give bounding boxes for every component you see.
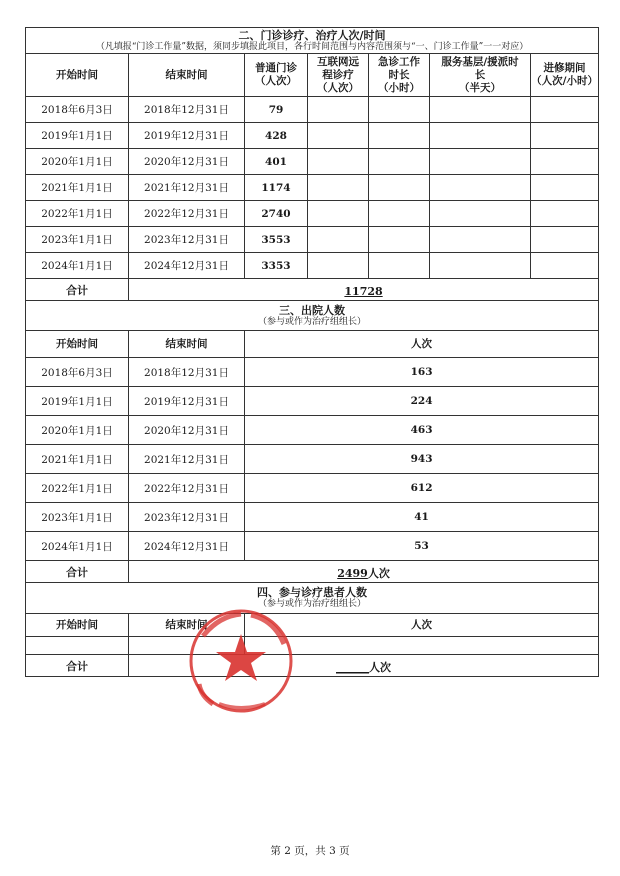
- discharge-count: 53: [245, 532, 599, 561]
- discharge-end: 2023年12月31日: [129, 503, 245, 532]
- empty-cell: [308, 175, 369, 201]
- empty-cell: [369, 201, 430, 227]
- patients-header-start: 开始时间: [26, 614, 129, 637]
- empty-cell: [369, 175, 430, 201]
- empty-cell: [430, 227, 531, 253]
- header-remote-line2: 程诊疗: [322, 68, 354, 81]
- table-row: [26, 175, 599, 201]
- empty-cell: [369, 253, 430, 279]
- outpatient-start: 2018年6月3日: [26, 97, 129, 123]
- table-row: [26, 253, 599, 279]
- header-emergency-line1: 急诊工作: [378, 55, 420, 68]
- discharge-total-suffix: 人次: [367, 567, 390, 580]
- discharge-start: 2023年1月1日: [26, 503, 129, 532]
- table-row: [26, 201, 599, 227]
- table-row: [26, 416, 599, 445]
- empty-cell: [531, 227, 599, 253]
- empty-cell: [430, 253, 531, 279]
- empty-cell: [430, 123, 531, 149]
- outpatient-start: 2022年1月1日: [26, 201, 129, 227]
- outpatient-end: 2020年12月31日: [129, 149, 245, 175]
- header-general-line1: 普通门诊: [255, 62, 297, 74]
- discharge-total-cell: [129, 561, 599, 583]
- header-study: [531, 54, 599, 97]
- header-emergency-line3: （小时）: [378, 81, 420, 94]
- outpatient-start: 2021年1月1日: [26, 175, 129, 201]
- header-emergency-line2: 时长: [388, 68, 410, 81]
- empty-cell: [430, 175, 531, 201]
- form-page: [25, 27, 598, 677]
- outpatient-start: 2020年1月1日: [26, 149, 129, 175]
- seal-text-arc-left: [199, 684, 213, 704]
- header-general-outpatient: [245, 54, 308, 97]
- outpatient-end: 2021年12月31日: [129, 175, 245, 201]
- patients-total-label: 合计: [26, 655, 129, 677]
- empty-cell: [308, 97, 369, 123]
- outpatient-general: 79: [245, 97, 308, 123]
- header-remote-line3: （人次）: [317, 81, 359, 94]
- discharge-end: 2019年12月31日: [129, 387, 245, 416]
- empty-cell: [308, 253, 369, 279]
- patients-header-row: [26, 614, 599, 637]
- discharge-count: 943: [245, 445, 599, 474]
- discharge-count: 41: [245, 503, 599, 532]
- outpatient-total-value: 11728: [344, 285, 383, 298]
- outpatient-end: 2018年12月31日: [129, 97, 245, 123]
- patients-total-suffix: 人次: [369, 661, 392, 674]
- patients-total-cell: [129, 655, 599, 677]
- patients-title: 四、参与诊疗患者人数: [257, 586, 368, 599]
- discharge-note: （参与或作为治疗组组长）: [258, 316, 367, 327]
- empty-cell: [308, 227, 369, 253]
- outpatient-total-cell: [129, 279, 599, 301]
- header-end-time: 结束时间: [129, 54, 245, 97]
- header-service-line2: 长: [474, 68, 486, 81]
- discharge-title-row: [26, 301, 599, 331]
- header-service-line1: 服务基层/援派时: [441, 55, 519, 68]
- header-study-line1: 进修期间: [543, 62, 586, 74]
- discharge-start: 2020年1月1日: [26, 416, 129, 445]
- empty-cell: [531, 97, 599, 123]
- outpatient-general: 3353: [245, 253, 308, 279]
- table-row: [26, 227, 599, 253]
- header-service: [430, 54, 531, 97]
- discharge-start: 2018年6月3日: [26, 358, 129, 387]
- discharge-start: 2022年1月1日: [26, 474, 129, 503]
- discharge-end: 2020年12月31日: [129, 416, 245, 445]
- header-emergency: [369, 54, 430, 97]
- patients-header-count: 人次: [245, 614, 599, 637]
- discharge-end: 2022年12月31日: [129, 474, 245, 503]
- outpatient-general: 428: [245, 123, 308, 149]
- outpatient-note: （凡填报“门诊工作量”数据，须同步填报此项目，各行时间范围与内容范围须与“一、门诊工作量”一一对应）: [95, 41, 529, 52]
- empty-cell: [531, 201, 599, 227]
- patients-total-row: [26, 655, 599, 677]
- discharge-count: 463: [245, 416, 599, 445]
- outpatient-start: 2019年1月1日: [26, 123, 129, 149]
- outpatient-header-row: [26, 54, 599, 97]
- discharge-start: 2021年1月1日: [26, 445, 129, 474]
- header-remote-line1: 互联网远: [317, 55, 359, 68]
- outpatient-general: 3553: [245, 227, 308, 253]
- discharge-count: 612: [245, 474, 599, 503]
- outpatient-end: 2022年12月31日: [129, 201, 245, 227]
- empty-cell: [430, 201, 531, 227]
- patients-title-cell: [26, 583, 599, 614]
- table-row: [26, 149, 599, 175]
- discharge-title: 三、出院人数: [279, 303, 346, 317]
- header-start-time: 开始时间: [26, 54, 129, 97]
- empty-cell: [369, 227, 430, 253]
- outpatient-title-row: [26, 28, 599, 54]
- outpatient-general: 2740: [245, 201, 308, 227]
- empty-cell: [308, 149, 369, 175]
- empty-cell: [308, 201, 369, 227]
- header-general-line2: （人次）: [255, 75, 297, 87]
- discharge-header-start: 开始时间: [26, 331, 129, 358]
- empty-cell: [531, 253, 599, 279]
- discharge-title-cell: [26, 301, 599, 331]
- outpatient-end: 2023年12月31日: [129, 227, 245, 253]
- empty-cell: [531, 175, 599, 201]
- header-study-line2: （人次/小时）: [531, 75, 598, 87]
- discharge-start: 2019年1月1日: [26, 387, 129, 416]
- empty-cell: [369, 149, 430, 175]
- seal-text-arc-bottom: [219, 704, 265, 708]
- table-row: [26, 445, 599, 474]
- empty-cell: [369, 97, 430, 123]
- patients-total-blank: ______: [336, 661, 370, 674]
- discharge-total-label: 合计: [26, 561, 129, 583]
- page-footer: 第 2 页，共 3 页: [270, 845, 350, 857]
- empty-cell: [245, 637, 599, 655]
- empty-cell: [369, 123, 430, 149]
- outpatient-end: 2024年12月31日: [129, 253, 245, 279]
- table-row: [26, 503, 599, 532]
- outpatient-general: 1174: [245, 175, 308, 201]
- table-row: [26, 387, 599, 416]
- discharge-header-end: 结束时间: [129, 331, 245, 358]
- table-row: [26, 474, 599, 503]
- table-row: [26, 637, 599, 655]
- discharge-total-row: [26, 561, 599, 583]
- form-table: [25, 27, 599, 677]
- discharge-start: 2024年1月1日: [26, 532, 129, 561]
- discharge-header-row: [26, 331, 599, 358]
- outpatient-total-row: [26, 279, 599, 301]
- discharge-header-count: 人次: [245, 331, 599, 358]
- empty-cell: [531, 123, 599, 149]
- empty-cell: [430, 97, 531, 123]
- discharge-total-value: 2499: [337, 567, 368, 580]
- patients-note: （参与或作为治疗组组长）: [258, 599, 367, 609]
- discharge-count: 224: [245, 387, 599, 416]
- table-row: [26, 97, 599, 123]
- empty-cell: [26, 637, 129, 655]
- table-row: [26, 532, 599, 561]
- outpatient-total-label: 合计: [26, 279, 129, 301]
- table-row: [26, 358, 599, 387]
- outpatient-title: 二、门诊诊疗、治疗人次/时间: [238, 28, 386, 42]
- discharge-end: 2018年12月31日: [129, 358, 245, 387]
- discharge-end: 2024年12月31日: [129, 532, 245, 561]
- patients-title-row: [26, 583, 599, 614]
- empty-cell: [129, 637, 245, 655]
- header-remote: [308, 54, 369, 97]
- header-service-line3: （半天）: [459, 81, 501, 94]
- empty-cell: [430, 149, 531, 175]
- outpatient-title-cell: [26, 28, 599, 54]
- table-row: [26, 123, 599, 149]
- outpatient-start: 2023年1月1日: [26, 227, 129, 253]
- discharge-end: 2021年12月31日: [129, 445, 245, 474]
- patients-header-end: 结束时间: [129, 614, 245, 637]
- outpatient-start: 2024年1月1日: [26, 253, 129, 279]
- empty-cell: [531, 149, 599, 175]
- outpatient-end: 2019年12月31日: [129, 123, 245, 149]
- outpatient-general: 401: [245, 149, 308, 175]
- empty-cell: [308, 123, 369, 149]
- discharge-count: 163: [245, 358, 599, 387]
